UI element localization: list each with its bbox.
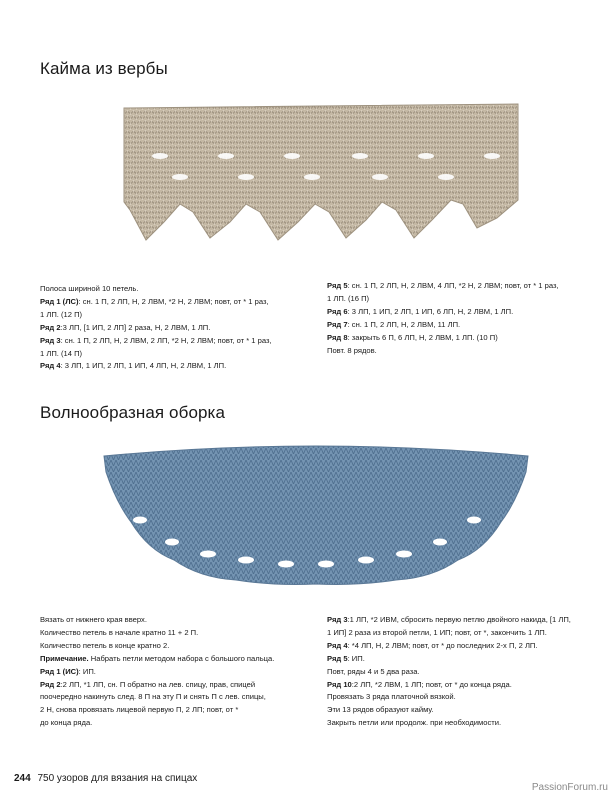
instruction-line: Ряд 10:2 ЛП, *2 ЛВМ, 1 ЛП; повт, от * до конца ряда. bbox=[327, 679, 512, 689]
instruction-line: Ряд 5: ИП. bbox=[327, 653, 365, 663]
instruction-line: Ряд 2:3 ЛП, [1 ИП, 2 ЛП] 2 раза, Н, 2 ЛВМ, 1 ЛП. bbox=[40, 322, 211, 332]
instruction-line: Ряд 6: 3 ЛП, 1 ИП, 2 ЛП, 1 ИП, 6 ЛП, Н, 2 ЛВМ, 1 ЛП. bbox=[327, 306, 514, 316]
instruction-line: Ряд 4: 3 ЛП, 1 ИП, 2 ЛП, 1 ИП, 4 ЛП, Н, 2 ЛВМ, 1 ЛП. bbox=[40, 361, 227, 371]
instruction-line: 1 ЛП. (12 П) bbox=[40, 309, 83, 319]
instruction-line: Ряд 2:2 ЛП, *1 ЛП, сн. П обратно на лев. спицу, прав, спицей bbox=[40, 679, 256, 689]
instruction-line: 1 ЛП. (16 П) bbox=[327, 293, 370, 303]
instruction-line: Повт, ряды 4 и 5 два раза. bbox=[327, 666, 420, 676]
instruction-line: Закрыть петли или продолж. при необходимости. bbox=[327, 718, 502, 728]
section2-right-column bbox=[327, 614, 571, 730]
watermark: PassionForum.ru bbox=[531, 782, 608, 793]
instruction-line: до конца ряда. bbox=[40, 718, 93, 728]
section1-title: Кайма из вербы bbox=[40, 59, 168, 78]
instruction-line: Ряд 8: закрыть 6 П, 6 ЛП, Н, 2 ЛВМ, 1 ЛП. (10 П) bbox=[327, 332, 498, 342]
instruction-line: Количество петель в конце кратно 2. bbox=[40, 640, 170, 650]
instruction-line: Ряд 1 (ЛС): сн. 1 П, 2 ЛП, Н, 2 ЛВМ, *2 Н, 2 ЛВМ; повт, от * 1 раз, bbox=[40, 296, 269, 306]
page-number: 244 bbox=[14, 773, 31, 784]
instruction-line: Количество петель в начале кратно 11 + 2 П. bbox=[40, 627, 199, 637]
instruction-line: Провязать 3 ряда платочной вязкой. bbox=[327, 692, 456, 702]
instruction-line: Ряд 3: сн. 1 П, 2 ЛП, Н, 2 ЛВМ, 2 ЛП, *2 Н, 2 ЛВМ; повт, от * 1 раз, bbox=[40, 335, 272, 345]
instruction-line: Ряд 1 (ИС): ИП. bbox=[40, 666, 96, 676]
instruction-line: Эти 13 рядов образуют кайму. bbox=[327, 705, 434, 715]
instruction-line: Ряд 5: сн. 1 П, 2 ЛП, Н, 2 ЛВМ, 4 ЛП, *2 Н, 2 ЛВМ; повт, от * 1 раз, bbox=[327, 281, 559, 290]
section1-left-column bbox=[40, 283, 272, 373]
instruction-line: поочередно накинуть след. 8 П на эту П и снять П с лев. спицы, bbox=[40, 692, 266, 702]
instruction-line: Ряд 7: сн. 1 П, 2 ЛП, Н, 2 ЛВМ, 11 ЛП. bbox=[327, 319, 461, 329]
book-title: 750 узоров для вязания на спицах bbox=[37, 773, 198, 784]
page-footer bbox=[14, 773, 197, 784]
instruction-line: 1 ЛП. (14 П) bbox=[40, 348, 83, 358]
willow-edging-swatch bbox=[120, 100, 522, 244]
instruction-line: Полоса шириной 10 петель. bbox=[40, 284, 139, 293]
wavy-frill-swatch bbox=[96, 442, 536, 586]
section2-title: Волнообразная оборка bbox=[40, 403, 226, 422]
instruction-line: Вязать от нижнего края вверх. bbox=[40, 615, 147, 624]
instruction-line: Ряд 4: *4 ЛП, Н, 2 ЛВМ; повт, от * до последних 2-х П, 2 ЛП. bbox=[327, 640, 538, 650]
instruction-line: Ряд 3:1 ЛП, *2 ИВМ, сбросить первую петлю двойного накида, [1 ЛП, bbox=[327, 615, 571, 624]
section1-right-column bbox=[327, 280, 559, 357]
instruction-line: 2 Н, снова провязать лицевой первую П, 2 ЛП; повт, от * bbox=[40, 705, 239, 715]
section2-left-column bbox=[40, 614, 274, 730]
instruction-line: Примечание. Набрать петли методом набора с большого пальца. bbox=[40, 653, 275, 663]
instruction-line: Повт. 8 рядов. bbox=[327, 345, 377, 355]
instruction-line: 1 ИП] 2 раза из второй петли, 1 ИП; повт, от *, закончить 1 ЛП. bbox=[327, 627, 547, 637]
